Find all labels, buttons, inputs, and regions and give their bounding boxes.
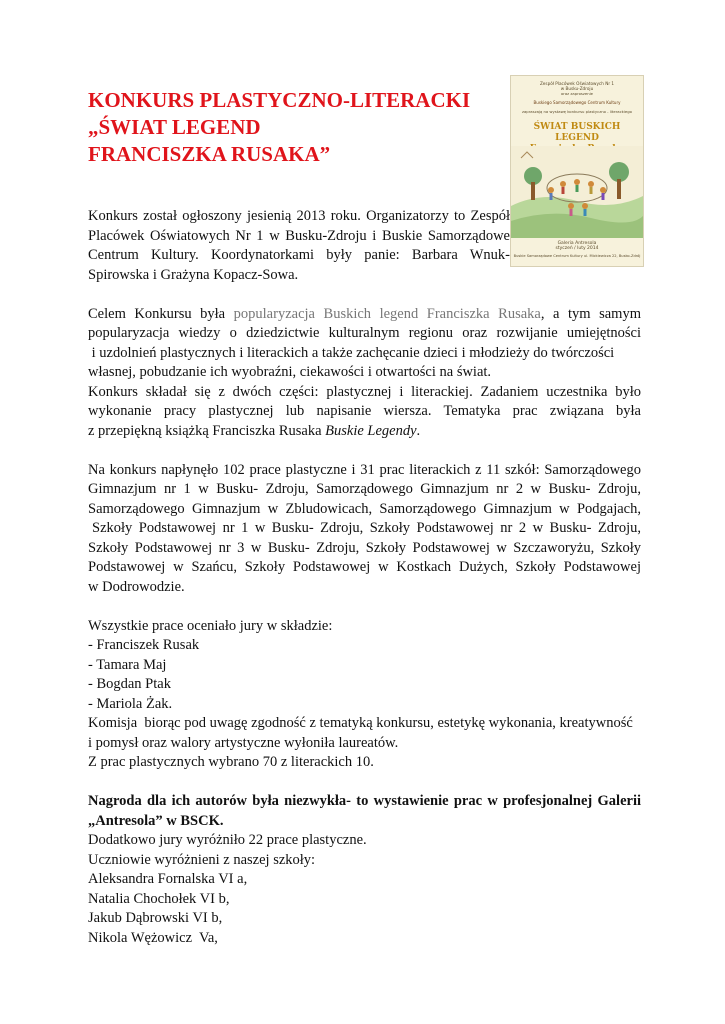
text-line: Komisja biorąc pod uwagę zgodność z tematyką konkursu, estetykę wykonania, kreatywność (88, 715, 633, 731)
text-line: Podstawowej w Szańcu, Szkoły Podstawowej w Kostkach Dużych, Szkoły Podstawowej (88, 559, 641, 575)
text-line: i uzdolnień plastycznych i literackich a także zachęcanie dzieci i młodzieży do twórczości (88, 344, 615, 361)
jury-member: - Mariola Żak. (88, 695, 173, 712)
text-line: i pomysł oraz walory artystyczne wyłoniła laureatów. (88, 734, 399, 751)
text-line: wykonanie pracy plastycznej lub napisanie wiersza. Tematyka prac związana była (88, 403, 641, 419)
highlighted-phrase: popularyzacja Buskich legend Franciszka Rusaka (233, 305, 541, 322)
jury-member: - Tamara Maj (88, 656, 167, 673)
text-line: Gimnazjum nr 1 w Busku- Zdroju, Samorządowego Gimnazjum nr 2 w Busku- Zdroju, (88, 481, 641, 497)
student-name: Natalia Chochołek VI b, (88, 890, 230, 907)
text-line: Placówek Oświatowych Nr 1 w Busku-Zdroju i Buskie Samorządowe (88, 227, 510, 244)
title-line-2: „ŚWIAT LEGEND (88, 115, 261, 139)
text-line: Samorządowego Gimnazjum w Zbludowicach, Samorządowego Gimnazjum w Podgajach, (88, 500, 641, 517)
jury-member: - Franciszek Rusak (88, 637, 200, 653)
award-headline: „Antresola” w BSCK. (88, 812, 224, 829)
poster-invite: zapraszają na wystawę konkursu plastyczno - literackiego (521, 109, 632, 114)
award-headline: Nagroda dla ich autorów była niezwykła- to wystawienie prac w profesjonalnej Galerii (88, 793, 641, 809)
student-name: Jakub Dąbrowski VI b, (88, 910, 223, 926)
text-line: własnej, pobudzanie ich wyobraźni, ciekawości i otwartości na świat. (88, 364, 492, 380)
text-line: Szkoły Podstawowej nr 1 w Busku- Zdroju, Szkoły Podstawowej nr 2 w Busku- Zdroju, (92, 520, 641, 536)
poster-gallery: Galeria Antresola styczeń / luty 2014 (555, 241, 599, 252)
text-line: Konkurs składał się z dwóch części: plastycznej i literackiej. Zadaniem uczestnika było (88, 383, 641, 400)
student-name: Nikola Wężowicz Va, (88, 929, 218, 946)
text-line: Konkurs został ogłoszony jesienią 2013 roku. Organizatorzy to Zespół (88, 208, 510, 224)
poster-address: Buskie Samorządowe Centrum Kultury ul. Mickiewicza 22, Busko-Zdrój (513, 254, 641, 258)
text-line: Uczniowie wyróżnieni z naszej szkoły: (88, 851, 316, 868)
poster-org-line-3: Buskiego Samorządowego Centrum Kultury (533, 100, 621, 105)
text-line: Celem Konkursu była popularyzacja Buskich legend Franciszka Rusaka, a tym samym (88, 305, 641, 322)
text-line: Dodatkowo jury wyróżniło 22 prace plastyczne. (88, 832, 367, 848)
article-body (88, 207, 641, 948)
text-line: Na konkurs napłynęło 102 prace plastyczne i 31 prac literackich z 11 szkół: Samorządowego (88, 461, 641, 478)
text-line: Spirowska i Grażyna Kopacz-Sowa. (88, 266, 299, 283)
award-paragraph (88, 792, 641, 948)
student-name: Aleksandra Fornalska VI a, (88, 871, 248, 887)
page-title (88, 87, 508, 168)
title-line-1: KONKURS PLASTYCZNO-LITERACKI (88, 88, 471, 112)
jury-paragraph (88, 617, 641, 773)
jury-intro: Wszystkie prace oceniało jury w składzie: (88, 617, 333, 634)
text-line: popularyzacja wiedzy o dziedzictwie kulturalnym regionu oraz rozwijanie umiejętności (88, 325, 641, 341)
poster-org-line-1: Zespół Placówek Oświatowych Nr 1 w Busku-Zdroju (539, 81, 615, 91)
intro-paragraph (88, 207, 510, 285)
book-title: Buskie Legendy (325, 422, 417, 439)
text-line: Centrum Kultury. Koordynatorkami były panie: Barbara Wnuk- (88, 247, 510, 263)
text-line: z przepiękną książką Franciszka Rusaka Buskie Legendy. (88, 422, 421, 439)
entries-paragraph (88, 461, 641, 598)
aim-paragraph (88, 305, 641, 442)
jury-member: - Bogdan Ptak (88, 676, 171, 692)
text-line: Szkoły Podstawowej nr 3 w Busku- Zdroju, Szkoły Podstawowej w Szczaworyżu, Szkoły (88, 539, 641, 556)
title-line-3: FRANCISZKA RUSAKA” (88, 142, 331, 166)
poster-title: ŚWIAT BUSKICH LEGEND (533, 122, 621, 143)
poster-org-line-2: oraz zaproszenie (560, 91, 594, 96)
text-line: Z prac plastycznych wybrano 70 z literackich 10. (88, 754, 374, 770)
text-line: w Dodrowodzie. (88, 578, 185, 595)
